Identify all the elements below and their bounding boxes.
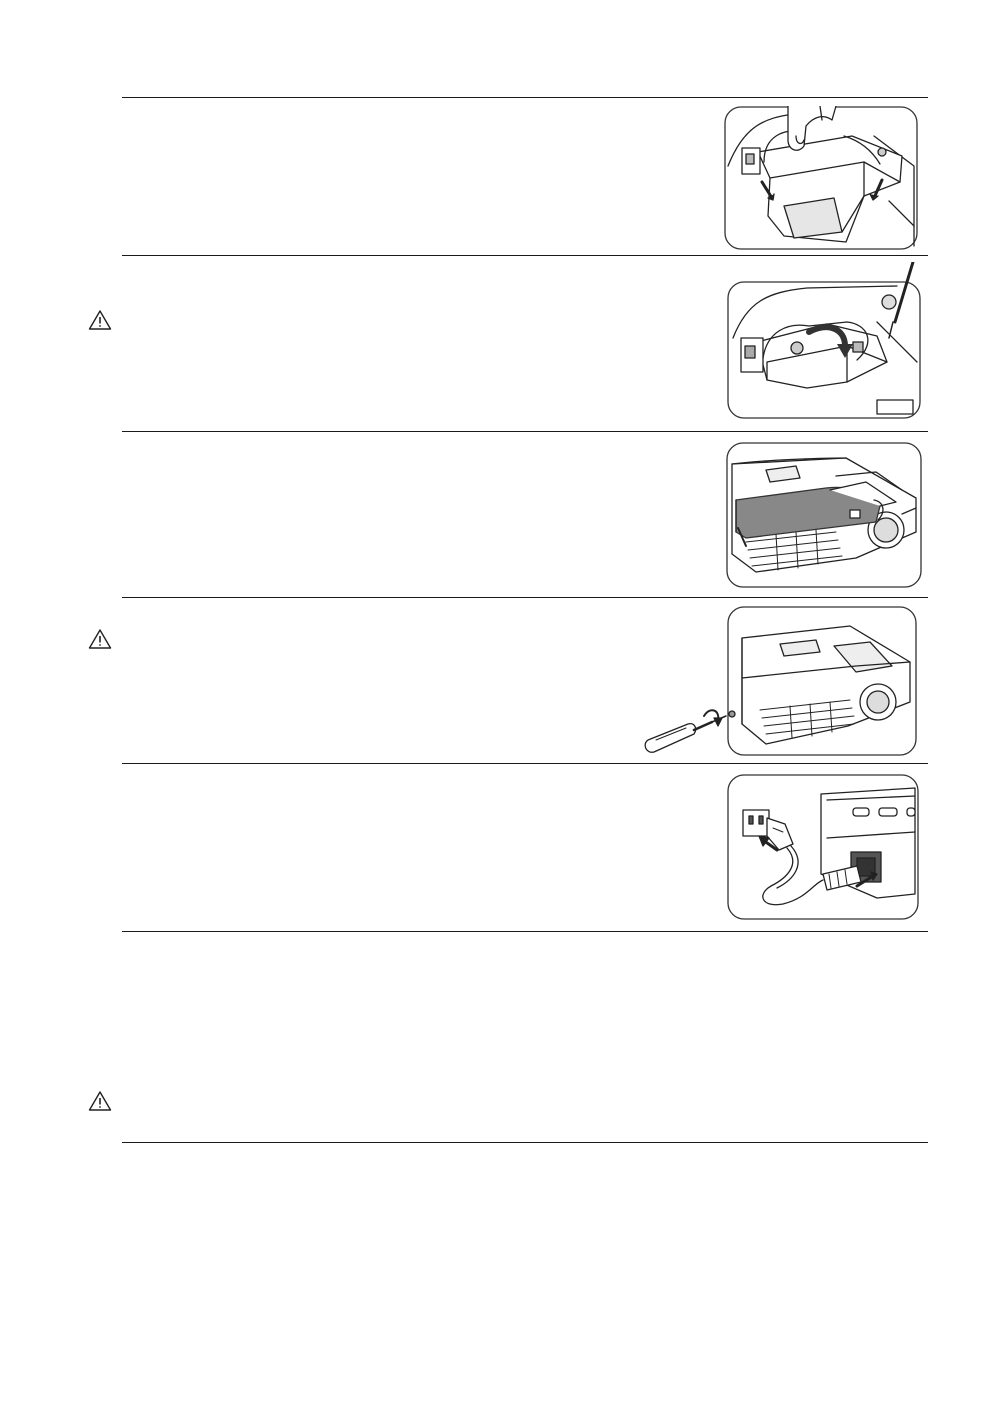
caution-icon xyxy=(88,1090,112,1112)
lamp-screw-illustration xyxy=(727,262,921,420)
row-divider-3 xyxy=(122,597,928,598)
row-divider-4 xyxy=(122,763,928,764)
table-bottom-rule xyxy=(122,1142,928,1143)
caution-icon xyxy=(88,309,112,331)
lamp-cover-illustration xyxy=(726,442,922,588)
caution-icon xyxy=(88,628,112,650)
table-top-rule xyxy=(122,97,928,98)
row-divider-1 xyxy=(122,255,928,256)
power-cord-illustration xyxy=(727,774,919,920)
row-divider-5 xyxy=(122,931,928,932)
cover-screw-illustration xyxy=(640,606,918,756)
lamp-insert-illustration xyxy=(724,106,918,250)
row-divider-2 xyxy=(122,431,928,432)
